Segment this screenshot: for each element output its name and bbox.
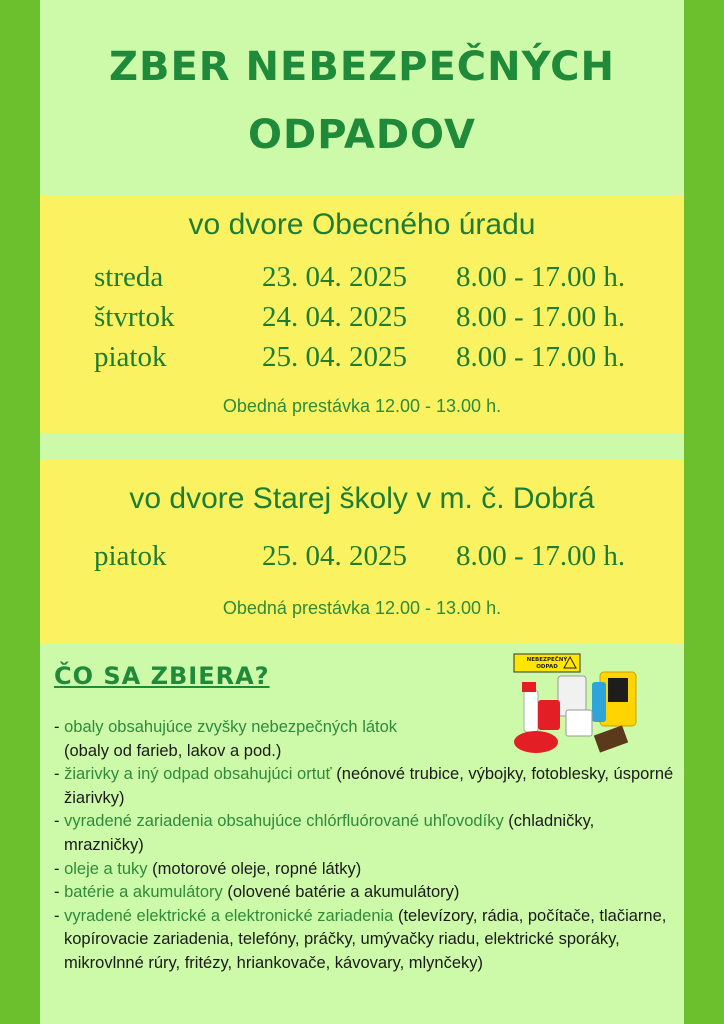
schedule-row bbox=[40, 261, 684, 301]
schedule-time: 8.00 - 17.00 h. bbox=[456, 341, 626, 373]
list-item: - batérie a akumulátory (olovené batérie a akumulátory) bbox=[54, 883, 460, 902]
schedule-time: 8.00 - 17.00 h. bbox=[456, 261, 626, 293]
collected-heading: ČO SA ZBIERA? bbox=[54, 662, 270, 690]
location1-lunch-break: Obedná prestávka 12.00 - 13.00 h. bbox=[222, 396, 502, 416]
schedule-day: štvrtok bbox=[94, 301, 175, 333]
schedule-time: 8.00 - 17.00 h. bbox=[456, 540, 626, 572]
page-title-line1: ZBER NEBEZPEČNÝCH bbox=[108, 44, 615, 90]
list-item: - vyradené zariadenia obsahujúce chlórfluórované uhľovodíky (chladničky, mrazničky) bbox=[54, 812, 595, 854]
schedule-date: 24. 04. 2025 bbox=[262, 301, 407, 333]
schedule-day: streda bbox=[94, 261, 164, 293]
list-item: - žiarivky a iný odpad obsahujúci ortuť (neónové trubice, výbojky, fotoblesky, úsporné žiarivky) bbox=[54, 765, 674, 807]
schedule-day: piatok bbox=[94, 341, 167, 373]
schedule-row bbox=[40, 341, 684, 381]
location2-lunch-break: Obedná prestávka 12.00 - 13.00 h. bbox=[222, 598, 502, 618]
schedule-date: 23. 04. 2025 bbox=[262, 261, 407, 293]
warning-sign-text: NEBEZPEČNÝ bbox=[526, 657, 568, 663]
collected-items-list bbox=[54, 716, 674, 976]
schedule-time: 8.00 - 17.00 h. bbox=[456, 301, 626, 333]
schedule-date: 25. 04. 2025 bbox=[262, 341, 407, 373]
right-border bbox=[684, 0, 724, 1024]
page-title-line2: ODPADOV bbox=[248, 112, 476, 158]
list-item: - oleje a tuky (motorové oleje, ropné látky) bbox=[54, 859, 362, 878]
schedule-day: piatok bbox=[94, 540, 167, 572]
left-border bbox=[0, 0, 40, 1024]
schedule-row bbox=[40, 301, 684, 341]
location2-name: vo dvore Starej školy v m. č. Dobrá bbox=[129, 482, 595, 515]
list-item: - vyradené elektrické a elektronické zariadenia (televízory, rádia, počítače, tlačiarne, kopírovacie zariadenia, telefóny, práčky, umývačky riadu, elektrické sporáky, mikrovlnné rúry, fritézy, hriankovače, kávovary, mlynčeky) bbox=[54, 906, 667, 972]
schedule-row bbox=[40, 540, 684, 580]
location1-name: vo dvore Obecného úradu bbox=[188, 208, 536, 241]
svg-text:ODPAD: ODPAD bbox=[536, 664, 558, 670]
schedule-date: 25. 04. 2025 bbox=[262, 540, 407, 572]
list-item: - obaly obsahujúce zvyšky nebezpečných látok (obaly od farieb, lakov a pod.) bbox=[54, 718, 398, 760]
